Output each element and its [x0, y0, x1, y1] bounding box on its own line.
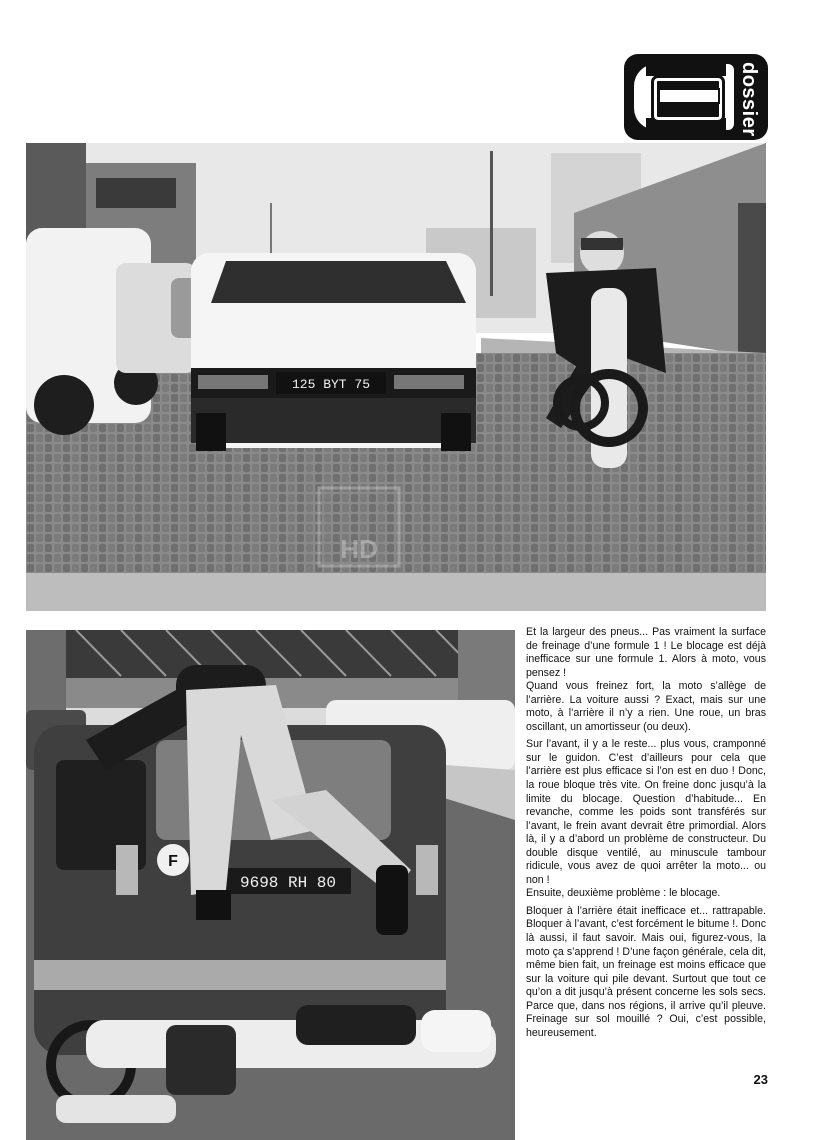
article-paragraph: Sur l’avant, il y a le reste... plus vous, cramponné sur le guidon. C’est d’ailleurs pour cela que l’arrière est plus efficace si l’on est en duo ! Donc, la roue bloque très vite. On freine donc jusqu’à la limite du blocage. Question d’habitude... En revanche, comme les poids sont transférés sur l’avant, le frein avant devrait être primordial. Alors là, il y a d’abord un problème de constructeur. Du double disque ventilé, au minuscule tambour ridicule, vous avez de quoi arrêter la moto... ou non !: [526, 738, 766, 886]
collision-scene-photo: [26, 630, 515, 1140]
logo-strap-top: [646, 64, 726, 76]
street-scene-photo: [26, 143, 766, 611]
street-scene-image: [26, 143, 766, 611]
top-license-plate: 125 BYT 75: [291, 377, 371, 392]
article-paragraph: Bloquer à l’arrière était inefficace et... rattrapable. Bloquer à l’avant, c’est forcément le bitume !. Donc là aussi, il faut savoir. Mais oui, figurez-vous, la moto ça s’apprend ! D’une façon générale, cela dit, même bien fait, un freinage est moins efficace que sur la voiture qui pile devant. Surtout que tout ce qu’on a dit jusqu’à présent concerne les sols secs. Parce que, dans nos régions, il arrive qu’il pleuve. Freinage sur sol mouillé ? Oui, c’est possible, heureusement.: [526, 904, 766, 1039]
page-number: 23: [753, 1072, 768, 1087]
dossier-logo: [624, 54, 768, 140]
country-badge: F: [168, 853, 178, 870]
article-paragraph: Ensuite, deuxième problème : le blocage.: [526, 887, 721, 900]
article-paragraph: Quand vous freinez fort, la moto s’allège de l’arrière. La voiture aussi ? Exact, mais sur une moto, à l’arrière il n’y a rien. Une roue, un bras oscillant, un amortisseur (ou deux).: [526, 680, 766, 733]
belt-buckle-bar: [658, 88, 720, 104]
article-paragraph: Et la largeur des pneus... Pas vraiment la surface de freinage d’une formule 1 ! Le blocage est déjà inefficace sur une formule 1. Alors à moto, vous pensez !: [526, 626, 766, 679]
svg-text:HD: HD: [340, 534, 378, 564]
collision-scene-image: [26, 630, 515, 1140]
article-text: [526, 626, 766, 1044]
logo-label: dossier: [738, 62, 760, 137]
bottom-license-plate: 9698 RH 80: [239, 874, 337, 892]
